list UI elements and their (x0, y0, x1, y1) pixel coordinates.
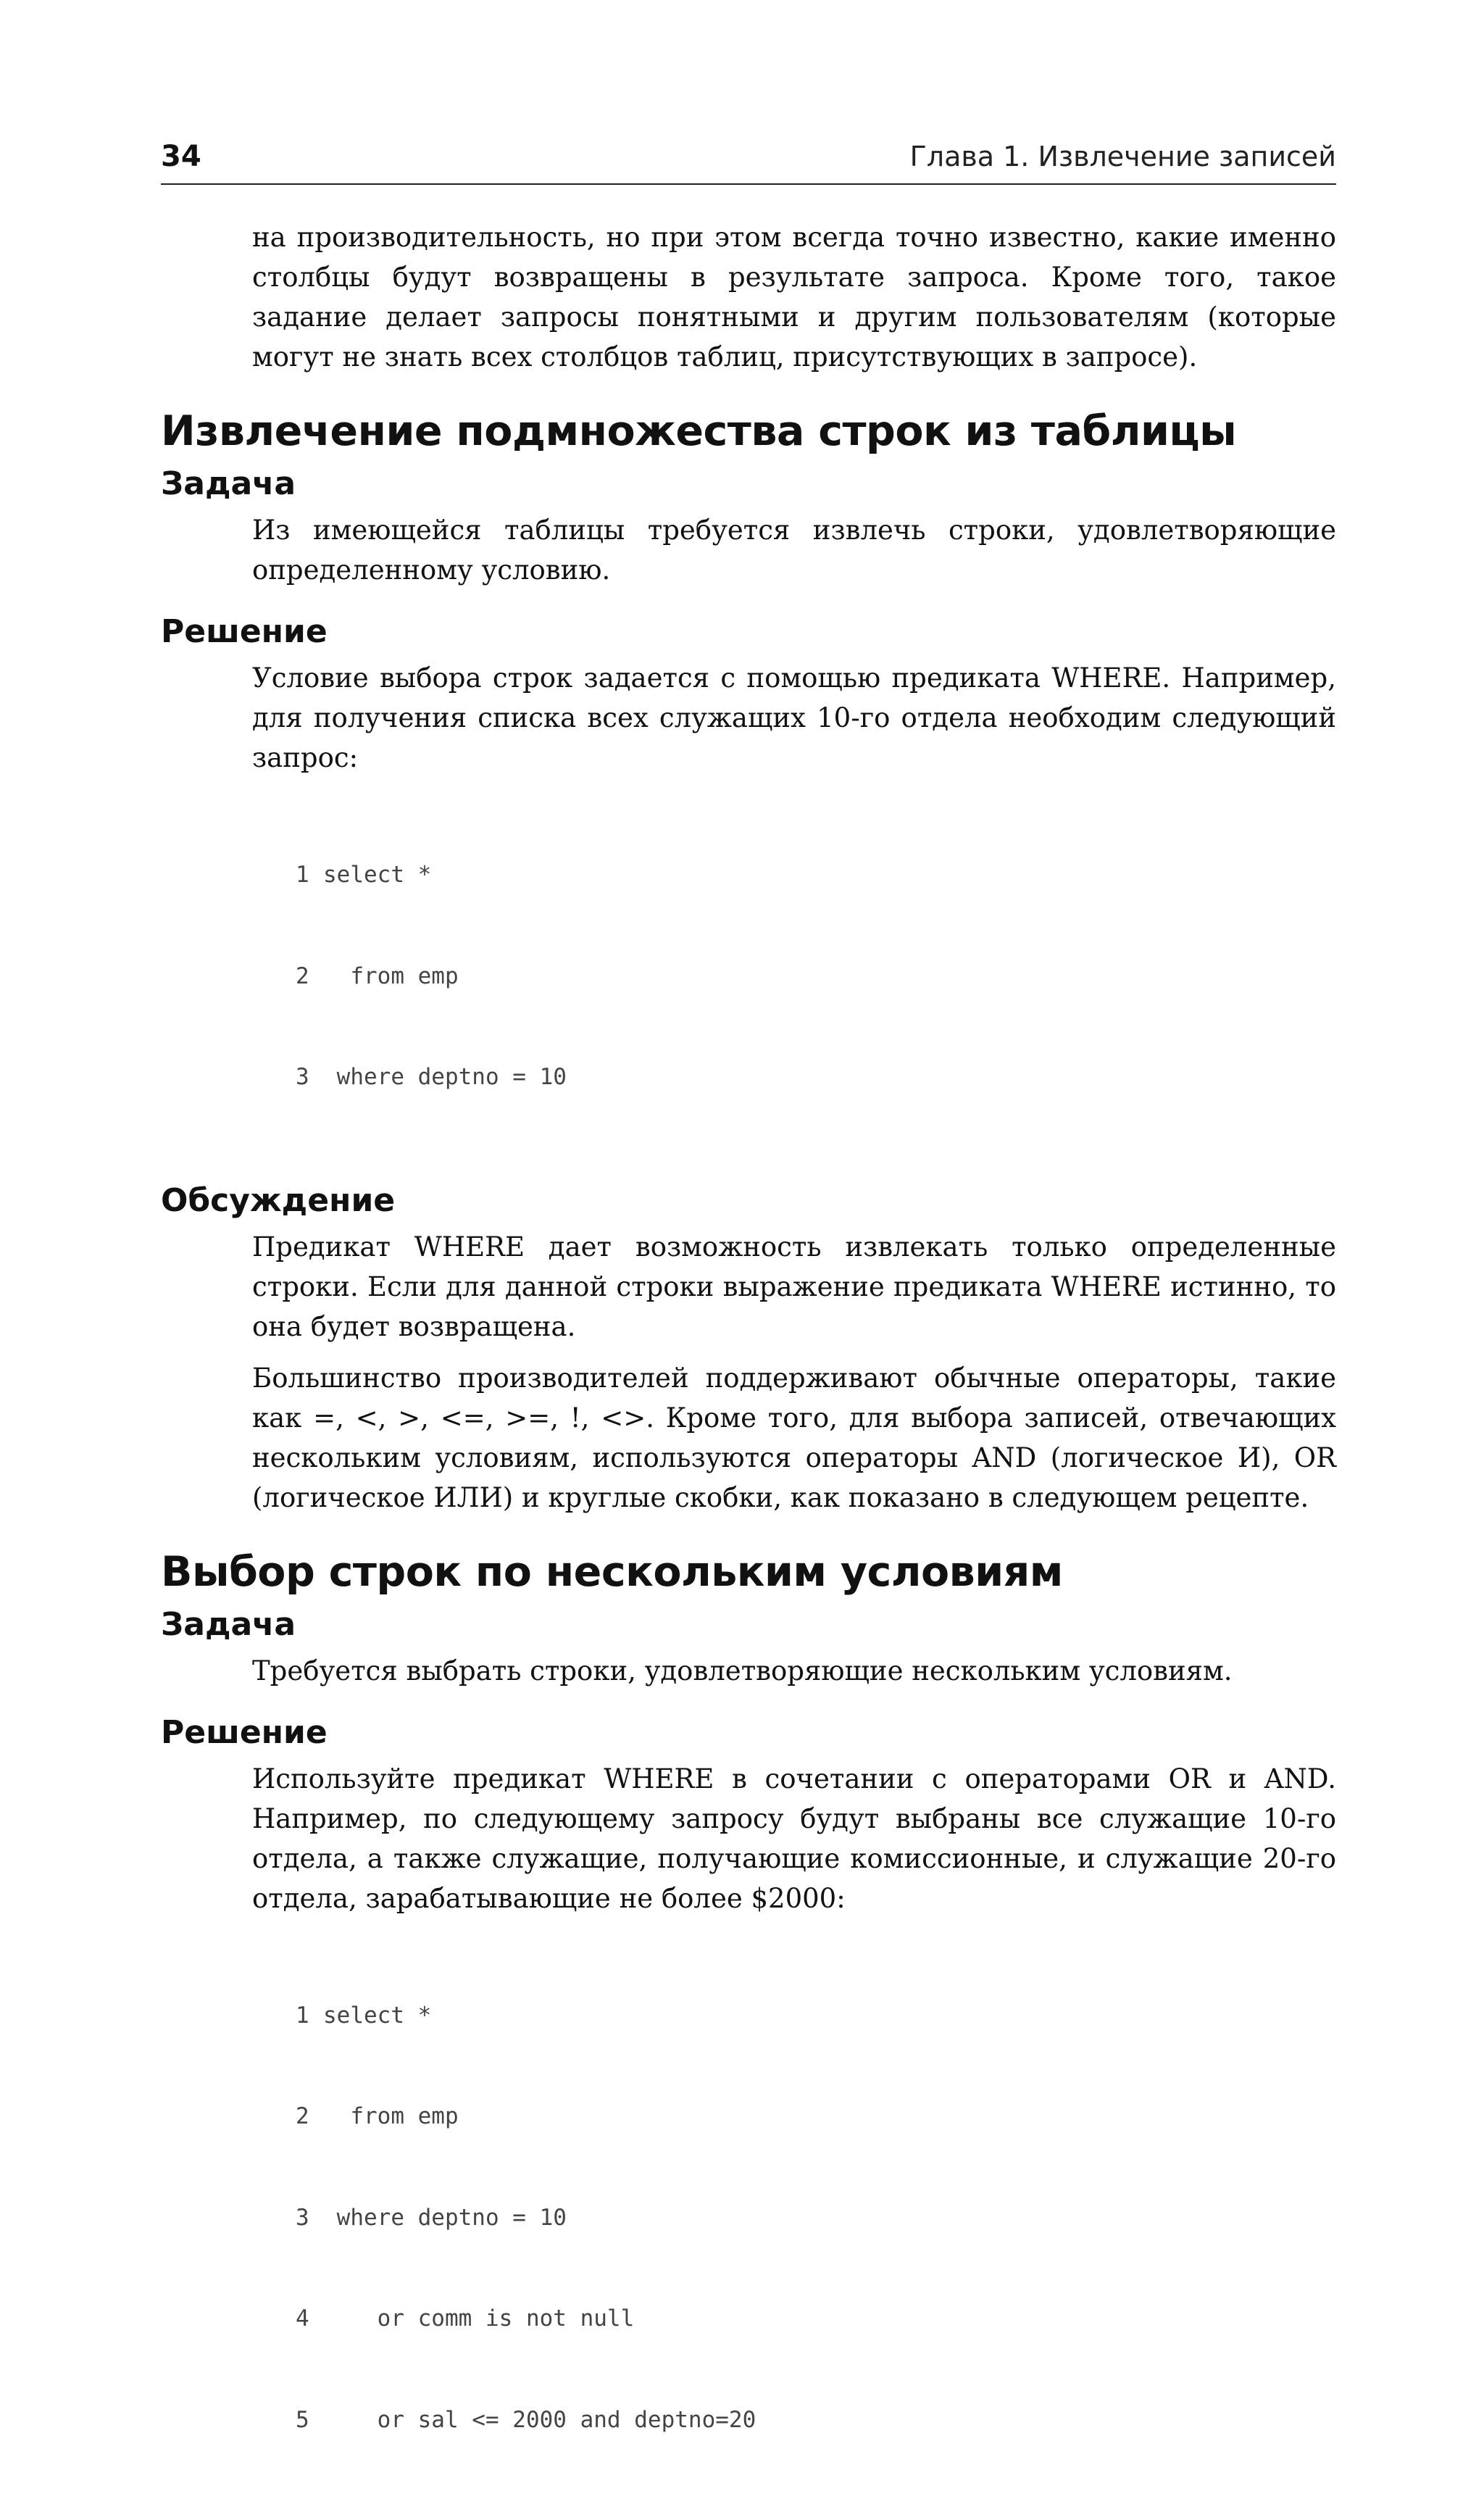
code-line-number: 3 (296, 1060, 323, 1094)
section-2-solution-heading: Решение (161, 1713, 1336, 1753)
section-1-solution-text: Условие выбора строк задается с помощью предиката WHERE. Например, для получения списка всех служащих 10-го отдела необходим следующий запрос: (252, 658, 1336, 778)
section-1-solution-heading: Решение (161, 612, 1336, 652)
section-1-code-listing (296, 791, 1336, 1162)
page-number: 34 (161, 138, 201, 175)
section-2-code-listing (296, 1931, 1336, 2504)
code-line-text: where deptno = 10 (323, 1064, 567, 1090)
section-1-discussion-paragraph-2: Большинство производителей поддерживают обычные операторы, такие как =, <, >, <=, >=, !, <>. Кроме того, для выбора записей, отвечающих нескольким условиям, используются операторы AND (логическое И), OR (логическое ИЛИ) и круглые скобки, как показано в следующем рецепте. (252, 1358, 1336, 1518)
section-2-title: Выбор строк по нескольким условиям (161, 1547, 1336, 1597)
section-1-discussion-heading: Обсуждение (161, 1181, 1336, 1221)
code-line-text: or comm is not null (323, 2305, 634, 2332)
code-line-number: 4 (296, 2302, 323, 2336)
code-line-text: from emp (323, 963, 459, 989)
section-2-task-heading: Задача (161, 1605, 1336, 1645)
code-line (296, 2302, 1336, 2336)
code-line-text: where deptno = 10 (323, 2205, 567, 2231)
section-1-task-heading: Задача (161, 464, 1336, 504)
section-1-discussion-paragraph-1: Предикат WHERE дает возможность извлекать только определенные строки. Если для данной строки выражение предиката WHERE истинно, то она будет возвращена. (252, 1227, 1336, 1347)
code-line-text: select * (323, 2002, 431, 2029)
code-line-number: 1 (296, 1999, 323, 2033)
code-line-number: 3 (296, 2201, 323, 2235)
code-line-text: from emp (323, 2103, 459, 2129)
code-line-text: select * (323, 862, 431, 888)
code-line-number: 2 (296, 960, 323, 994)
section-1-task-text: Из имеющейся таблицы требуется извлечь строки, удовлетворяющие определенному условию. (252, 510, 1336, 590)
code-line-number: 1 (296, 858, 323, 892)
code-line (296, 1999, 1336, 2033)
intro-paragraph: на производительность, но при этом всегда точно известно, какие именно столбцы будут возвращены в результате запроса. Кроме того, такое задание делает запросы понятными и другим пользователям (которые могут не знать всех столбцов таблиц, присутствующих в запросе). (252, 217, 1336, 377)
section-2-task-text: Требуется выбрать строки, удовлетворяющие нескольким условиям. (252, 1651, 1336, 1691)
code-line-number: 5 (296, 2403, 323, 2437)
page-header (161, 133, 1336, 185)
code-line-text: or sal <= 2000 and deptno=20 (323, 2407, 756, 2433)
code-line (296, 2100, 1336, 2134)
section-1-title: Извлечение подмножества строк из таблицы (161, 406, 1336, 457)
code-line-number: 2 (296, 2100, 323, 2134)
code-line (296, 858, 1336, 892)
code-line (296, 1060, 1336, 1094)
section-2-solution-text: Используйте предикат WHERE в сочетании с операторами OR и AND. Например, по следующему запросу будут выбраны все служащие 10-го отдела, а также служащие, получающие комиссионные, и служащие 20-го отдела, зарабатывающие не более $2000: (252, 1759, 1336, 1918)
page-body (161, 217, 1336, 2504)
code-line (296, 2403, 1336, 2437)
code-line (296, 2201, 1336, 2235)
code-line (296, 960, 1336, 994)
running-head: Глава 1. Извлечение записей (910, 138, 1336, 175)
